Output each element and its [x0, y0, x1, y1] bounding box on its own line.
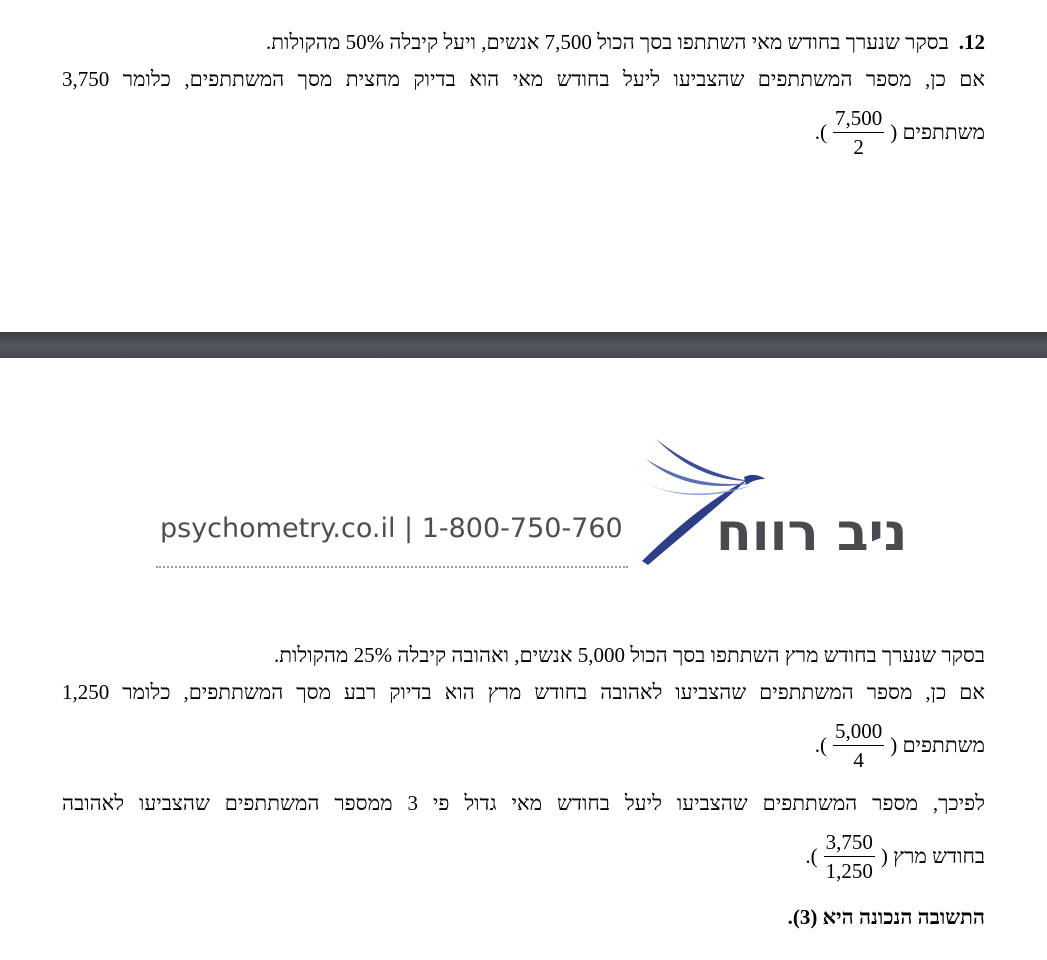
fraction-denominator: 2 — [853, 134, 864, 159]
fraction-denominator: 1,250 — [825, 858, 873, 883]
solution-line-4: לפיכך, מספר המשתתפים שהצביעו ליעל בחודש מאי גדול פי 3 ממספר המשתתפים שהצביעו לאהובה — [62, 791, 985, 815]
fraction-7500-over-2 — [833, 104, 884, 161]
solution-line-3-end: ). — [814, 732, 827, 757]
logo-dotted-line — [156, 566, 628, 568]
solution-line-3 — [815, 713, 985, 777]
question-line-3 — [815, 100, 985, 164]
question-text-1: בסקר שנערך בחודש מאי השתתפו בסך הכול 7,500 אנשים, ויעל קיבלה 50% מהקולות. — [265, 30, 949, 54]
correct-answer: התשובה הנכונה היא (3). — [787, 905, 985, 929]
question-number: 12. — [958, 30, 985, 54]
fraction-numerator: 5,000 — [833, 717, 884, 746]
solution-line-1: בסקר שנערך בחודש מרץ השתתפו בסך הכול 5,000 אנשים, ואהובה קיבלה 25% מהקולות. — [273, 643, 985, 667]
niv-revach-logo — [150, 425, 910, 585]
solution-line-5-end: ). — [805, 843, 818, 868]
solution-line-2: אם כן, מספר המשתתפים שהצביעו לאהובה בחודש מרץ הוא בדיוק רבע מסך המשתתפים, כלומר 1,250 — [62, 680, 985, 704]
question-line-3-end: ). — [814, 119, 827, 144]
fraction-5000-over-4 — [833, 717, 884, 774]
logo-url-phone: psychometry.co.il | 1-800-750-760 — [160, 513, 623, 544]
solution-line-5 — [805, 824, 985, 888]
question-line-2: אם כן, מספר המשתתפים שהצביעו ליעל בחודש מאי הוא בדיוק מחצית מסך המשתתפים, כלומר 3,750 — [62, 67, 985, 91]
fraction-denominator: 4 — [853, 747, 864, 772]
question-line-3-text: משתתפים ( — [890, 119, 985, 144]
page-divider — [0, 332, 1047, 358]
fraction-numerator: 3,750 — [824, 828, 875, 857]
solution-line-5-text: בחודש מרץ ( — [880, 843, 985, 868]
solution-line-3-text: משתתפים ( — [890, 732, 985, 757]
fraction-numerator: 7,500 — [833, 104, 884, 133]
fraction-3750-over-1250 — [824, 828, 875, 885]
logo-brand-name: ניב רווח — [716, 503, 908, 563]
question-line-1 — [266, 27, 985, 57]
